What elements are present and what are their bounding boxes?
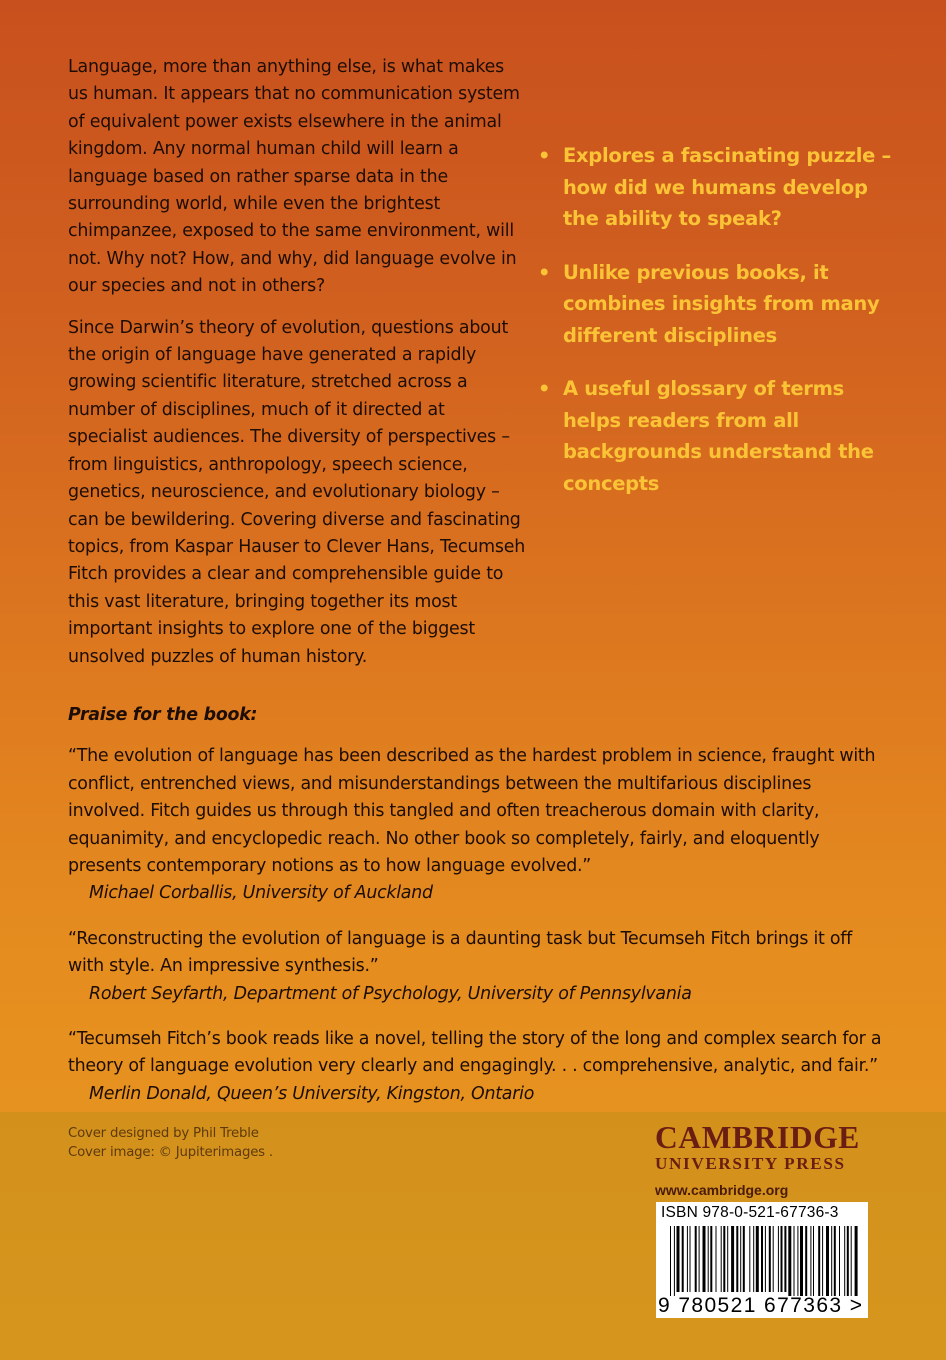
highlight-text: Explores a fascinating puzzle – how did we humans develop the ability to speak? [563, 144, 891, 230]
quote-text: “The evolution of language has been described as the hardest problem in science, fraught with conflict, entrenched views, and misunderstandings between the multifarious disciplines involved. Fitch guides us through this tangled and often treacherous domain with clarity, equanimity, and encyclopedic reach. No other book so completely, fairly, and eloquently presents contemporary notions as to how language evolved.” [68, 746, 876, 877]
designer-credit: Cover designed by Phil Treble [68, 1126, 259, 1141]
highlights-list [538, 140, 898, 521]
highlight-item [538, 140, 898, 235]
barcode-bar [677, 1226, 680, 1292]
barcode-bar [788, 1226, 791, 1296]
barcode-bar [699, 1226, 700, 1292]
barcode-bar [805, 1226, 807, 1296]
barcode-bar [731, 1226, 734, 1292]
barcode-bar [743, 1226, 745, 1292]
bullet-icon: • [538, 260, 551, 284]
publisher-name: CAMBRIDGE [655, 1120, 860, 1155]
barcode-bar [765, 1226, 766, 1292]
barcode-bar [708, 1226, 709, 1292]
barcode-bar [690, 1226, 691, 1292]
barcode-bar [740, 1226, 741, 1292]
cover-credits [68, 1124, 273, 1162]
barcode-bar [826, 1226, 829, 1296]
barcode-bar [818, 1226, 820, 1296]
barcode-bar [839, 1226, 840, 1296]
barcode-bar [847, 1226, 849, 1296]
barcode-bar [703, 1226, 706, 1292]
barcode-bar [753, 1226, 754, 1292]
barcode-bar [813, 1226, 814, 1296]
barcode-bar [781, 1226, 783, 1292]
highlight-item [538, 257, 898, 352]
barcode-bar [810, 1226, 811, 1296]
barcode-bar [769, 1226, 771, 1292]
review-quote [68, 743, 888, 907]
barcode-bar [756, 1226, 759, 1292]
barcode-bar [695, 1226, 697, 1292]
highlight-text: A useful glossary of terms helps readers from all backgrounds understand the concepts [563, 377, 874, 495]
barcode-bar [710, 1226, 712, 1292]
description-paragraph-2: Since Darwin’s theory of evolution, questions about the origin of language have generated a rapidly growing scientific literature, stretched across a number of disciplines, much of it directed at specialist audiences. The diversity of perspectives – from linguistics, anthropology, speech science, genetics, neuroscience, and evolutionary biology – can be bewildering. Covering diverse and fascinating topics, from Kaspar Hauser to Clever Hans, Tecumseh Fitch provides a clear and comprehensible guide to this vast literature, bringing together its most important insights to explore one of the biggest unsolved puzzles of human history. [68, 317, 526, 667]
highlight-item [538, 373, 898, 499]
book-description [68, 54, 528, 685]
barcode-bar [851, 1226, 852, 1296]
barcode-panel [656, 1202, 868, 1318]
praise-section [68, 702, 888, 1126]
barcode-bar [736, 1226, 738, 1292]
barcode-bar [773, 1226, 774, 1292]
quote-text: “Tecumseh Fitch’s book reads like a novel, telling the story of the long and complex search for a theory of language evolution very clearly and engagingly. . . comprehensive, analytic, and fair.” [68, 1029, 882, 1077]
barcode-bar [834, 1226, 836, 1296]
publisher-logo [655, 1122, 870, 1198]
quote-attribution: Robert Seyfarth, Department of Psychology, University of Pennsylvania [89, 983, 692, 1004]
barcode-bar [831, 1226, 832, 1296]
quote-attribution: Michael Corballis, University of Auckland [89, 883, 433, 904]
barcode-bar [761, 1226, 763, 1292]
barcode-bar [784, 1226, 786, 1292]
barcode-bar [723, 1226, 725, 1292]
barcode-digits: 9 780521 677363 > [658, 1294, 864, 1317]
barcode-bar [682, 1226, 684, 1292]
barcode-bar [670, 1226, 671, 1296]
highlight-text: Unlike previous books, it combines insights from many different disciplines [563, 260, 880, 347]
barcode-bar [727, 1226, 728, 1292]
review-quote [68, 1026, 888, 1108]
barcode-bar [687, 1226, 688, 1292]
barcode-bar [721, 1226, 722, 1292]
isbn-number: ISBN 978-0-521-67736-3 [661, 1204, 839, 1221]
bullet-icon: • [538, 144, 551, 167]
barcode-bar [800, 1226, 803, 1296]
bullet-icon: • [538, 377, 551, 400]
barcode-bar [797, 1226, 798, 1296]
barcode-bar [855, 1226, 858, 1296]
barcode-bar [674, 1226, 675, 1296]
barcode-bar [778, 1226, 779, 1292]
quote-attribution: Merlin Donald, Queen’s University, Kingston, Ontario [89, 1083, 535, 1104]
image-credit: Cover image: © Jupiterimages . [68, 1145, 273, 1160]
publisher-url[interactable]: www.cambridge.org [655, 1182, 789, 1198]
quote-text: “Reconstructing the evolution of language is a daunting task but Tecumseh Fitch brings it off with style. An impressive synthesis.” [68, 928, 853, 977]
barcode-bar [749, 1226, 750, 1292]
praise-heading: Praise for the book: [68, 705, 258, 725]
barcode-bar [716, 1226, 717, 1292]
review-quote [68, 926, 888, 1008]
barcode-bar [794, 1226, 795, 1296]
barcode-bar [844, 1226, 845, 1296]
description-paragraph-1: Language, more than anything else, is what makes us human. It appears that no communication system of equivalent power exists elsewhere in the animal kingdom. Any normal human child will learn a language based on rather sparse data in the surrounding world, while even the brightest chimpanzee, exposed to the same environment, will not. Why not? How, and why, did language evolve in our species and not in others? [68, 57, 520, 297]
publisher-press: UNIVERSITY PRESS [655, 1154, 846, 1173]
barcode-bar [822, 1226, 823, 1296]
